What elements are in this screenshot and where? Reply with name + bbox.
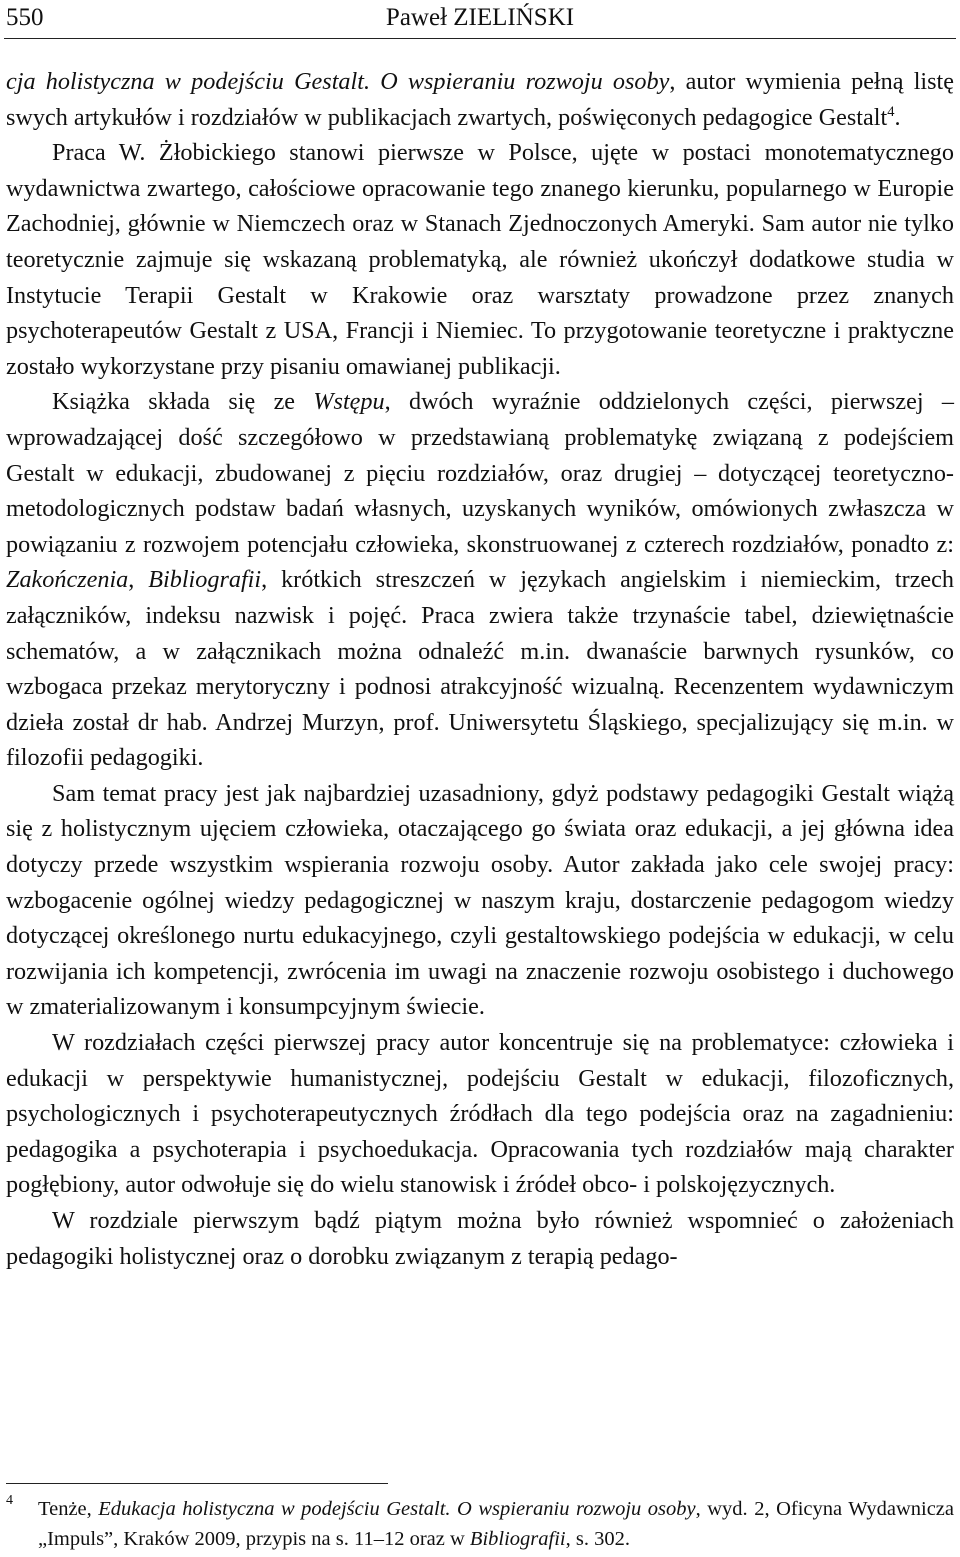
text-run: Praca W. Żłobickiego stanowi pierwsze w Polsce, ujęte w postaci monotematycznego wydawnictwa zwartego, całościowe opracowanie tego znanego kierunku, popularnego w Europie Zachodniej, głównie w Niemczech oraz w Stanach Zjednoczonych Ameryki. Sam autor nie tylko teoretycznie zajmuje się wskazaną problematyką, ale również ukończył dodatkowe studia w Instytucie Terapii Gestalt w Krakowie oraz warsztaty prowadzone przez znanych psychoterapeutów Gestalt z USA, Francji i Niemiec. To przygotowanie teoretyczne i praktyczne zostało wykorzystane przy pisaniu omawianej publikacji. [6, 139, 954, 380]
text-run: , [128, 566, 149, 594]
header-rule [4, 38, 956, 39]
footnote-rule [6, 1483, 388, 1484]
footnote-text [38, 1494, 954, 1554]
text-run: W rozdziale pierwszym bądź piątym można było również wspomnieć o założeniach pedagogiki holistycznej oraz o dorobku związanym z terapią pedago- [6, 1207, 954, 1270]
italic-text: Zakończenia [6, 566, 129, 594]
paragraph [6, 776, 954, 1025]
italic-text: Wstępu [313, 388, 385, 416]
page-header [0, 0, 960, 34]
footnote-ref: 4 [887, 103, 895, 120]
italic-text: Edukacja holistyczna w podejściu Gestalt. O wspieraniu rozwoju osoby [98, 1498, 696, 1520]
italic-text: cja holistyczna w podejściu Gestalt. O wspieraniu rozwoju osoby [6, 68, 670, 95]
paragraph [6, 1025, 954, 1203]
text-run: , s. 302. [565, 1528, 630, 1550]
text-run: Książka składa się ze [52, 388, 314, 416]
footnote [6, 1494, 954, 1554]
paragraph [6, 1203, 954, 1274]
paragraph [6, 384, 954, 776]
text-run: W rozdziałach części pierwszej pracy autor koncentruje się na problematyce: człowieka i edukacji w perspektywie humanistycznej, podejściu Gestalt w edukacji, filozoficznych, psychologicznych i psychoterapeutycznych źródłach dla tego podejścia oraz na zagadnieniu: pedagogika a psychoterapia i psychoedukacja. Opracowania tych rozdziałów mają charakter pogłębiony, autor odwołuje się do wielu stanowisk i źródeł obco- i polskojęzycznych. [6, 1029, 954, 1199]
text-run: , autor wymienia pełną listę swych artykułów i rozdziałów w publikacjach zwartych, poświęconych pedagogice Gestalt [6, 68, 954, 131]
text-run: , krótkich streszczeń w językach angielskim i niemieckim, trzech załączników, indeksu nazwisk i pojęć. Praca zwiera także trzynaście tabel, dziewiętnaście schematów, a w załącznikach można odnaleźć m.in. dwanaście barwnych rysunków, co wzbogaca przekaz merytoryczny i podnosi atrakcyjność wizualną. Recenzentem wydawniczym dzieła został dr hab. Andrzej Murzyn, prof. Uniwersytetu Śląskiego, specjalizujący się m.in. w filozofii pedagogiki. [6, 566, 955, 772]
text-run: Tenże, [38, 1498, 99, 1520]
page-number: 550 [6, 4, 44, 31]
paragraph [6, 135, 954, 384]
text-run: , wyd. 2, Oficyna Wydawnicza „Impuls”, Kraków 2009, przypis na s. 11–12 oraz w [38, 1498, 954, 1550]
footnote-number: 4 [6, 1493, 13, 1508]
italic-text: Bibliografii [469, 1528, 566, 1550]
text-run: , dwóch wyraźnie oddzielonych części, pierwszej – wprowadzającej dość szczegółowo w przedstawianą problematykę związaną z podejściem Gestalt w edukacji, zbudowanej z pięciu rozdziałów, oraz drugiej – dotyczącej teoretyczno-metodologicznych podstaw badań własnych, uzyskanych wyników, omówionych zwłaszcza w powiązaniu z rozwojem potencjału człowieka, skonstruowanej z czterech rozdziałów, ponadto z: [6, 388, 954, 558]
running-head: Paweł ZIELIŃSKI [385, 4, 575, 31]
italic-text: Bibliografii [148, 566, 262, 594]
text-run: . [894, 103, 901, 131]
text-run: Sam temat pracy jest jak najbardziej uzasadniony, gdyż podstawy pedagogiki Gestalt wiążą się z holistycznym ujęciem człowieka, otaczającego go świata oraz edukacji, a jej główna idea dotyczy przede wszystkim wspierania rozwoju osoby. Autor zakłada jako cele swojej pracy: wzbogacenie ogólnej wiedzy pedagogicznej w naszym kraju, dostarczenie pedagogom wiedzy dotyczącej określonego nurtu edukacyjnego, czyli gestaltowskiego podejścia w edukacji, w celu rozwijania ich kompetencji, zwrócenia im uwagi na znaczenie rozwoju osobistego i duchowego w zmaterializowanym i konsumpcyjnym świecie. [6, 779, 954, 1021]
paragraph [6, 64, 954, 135]
body-text [6, 64, 954, 1274]
